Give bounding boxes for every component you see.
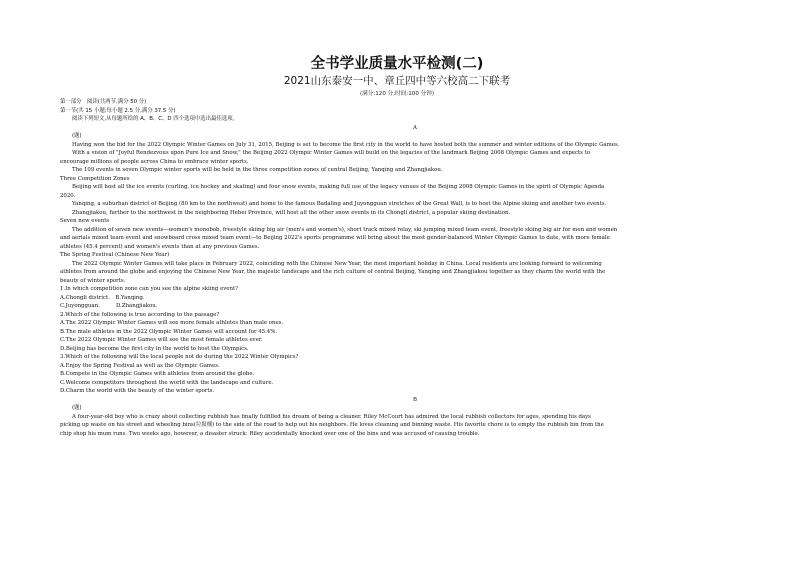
section-sub: 第一节(共 15 小题;每小题 2.5 分,满分 37.5 分)	[60, 107, 176, 114]
passage-a-heading: Seven new events	[60, 218, 110, 224]
passage-a-line: The addition of seven new events—women's monobob, freestyle skiing big air (men's and women's), short track mixed relay, ski jumping mixed team event, freestyle skiing big air for men and women	[72, 226, 618, 233]
question-option: D.Beijing has become the first city in the world to host the Olympics.	[60, 345, 249, 352]
passage-a-heading: Three Competition Zones	[60, 175, 130, 182]
question-option: B.The male athletes in the 2022 Olympic Winter Games will account for 45.4%.	[60, 328, 278, 335]
passage-a-line: athletes (45.4 percent) and women's events than at any previous Games.	[60, 243, 260, 250]
question-option: C.Welcome competitors throughout the world with the landscape and culture.	[60, 379, 274, 386]
passage-a-line: Yanqing, a suburban district of Beijing (80 km to the northwest) and home to the famous Badaling and Juyongguan stretches of the Great Wall, is to host the Alpine skiing and another two events.	[72, 201, 607, 207]
question-option: A.The 2022 Olympic Winter Games will see more female athletes than male ones.	[60, 320, 284, 326]
question-stem: 3.Which of the following will the local people not do during the 2022 Winter Olympics?	[60, 354, 299, 360]
passage-a-line: Having won the bid for the 2022 Olympic Winter Games on July 31, 2015, Beijing is set to become the first city in the world to have hosted both the summer and winter editions of the Olympic Games.	[72, 141, 620, 148]
passage-a-letter: A	[413, 124, 417, 131]
passage-a-line: 2020.	[60, 192, 76, 199]
section-instruction: 阅读下列短文,从每题所给的 A、B、C、D 四个选项中选出最佳选项。	[72, 116, 238, 122]
passage-a-line: The 109 events in seven Olympic winter sports will be held in the three competition zones of central Beijing, Yanqing and Zhangjiakou.	[72, 167, 443, 173]
section-part: 第一部分 阅读(共两节,满分 50 分)	[60, 99, 147, 105]
passage-a-line: encourage millions of people across China to embrace winter sports.	[60, 158, 249, 165]
score-note: (满分:120 分;时间:100 分钟)	[359, 91, 435, 97]
page-title: 全书学业质量水平检测(二)	[310, 56, 484, 72]
passage-a-line: The 2022 Olympic Winter Games will take place in February 2022, coinciding with the Chinese New Year, the most important holiday in China. Local residents are looking forward to welcoming	[72, 260, 602, 267]
question-stem: 2.Which of the following is true according to the passage?	[60, 311, 220, 318]
passage-a-note: (题)	[72, 133, 82, 139]
passage-a-line: athletes from around the globe and enjoying the Chinese New Year, the majestic landscape and the rich culture of central Beijing, Yanqing and Zhangjiakou together as they charm the world with the	[60, 269, 606, 275]
passage-b-line: chip shop his mum runs. Two weeks ago, however, a disaster struck: Riley accidentally knocked over one of the bins and was accused of causing trouble.	[60, 430, 480, 437]
passage-a-line: and aerials mixed team event and snowboard cross mixed team event—to Beijing 2022's sports programme will bring about the most gender-balanced Winter Olympic Games to date, with more female	[60, 235, 610, 241]
question-option: B.Compete in the Olympic Games with athletes from around the globe.	[60, 371, 255, 377]
question-option: C.The 2022 Olympic Winter Games will see the most female athletes ever.	[60, 337, 263, 343]
passage-a-heading: The Spring Festival (Chinese New Year)	[60, 252, 170, 258]
question-option: A.Enjoy the Spring Festival as well as the Olympic Games.	[60, 362, 220, 369]
question-stem: 1.In which competition zone can you see the alpine skiing event?	[60, 286, 239, 292]
passage-b-letter: B	[413, 396, 417, 403]
question-option: A.Chongli district. B.Yanqing.	[60, 294, 145, 301]
passage-b-line: picking up waste on his street and wheeling bins(垃圾桶) to the side of the road to help out his neighbors. He loves cleaning and binning waste. His favorite chore is to empty the rubbish bin from the	[60, 422, 604, 428]
passage-a-line: Beijing will host all the ice events (curling, ice hockey and skating) and four snow events, making full use of the legacy venues of the Beijing 2008 Olympic Games in the spirit of Olympic Agenda	[72, 184, 605, 190]
passage-b-line: A four-year-old boy who is crazy about collecting rubbish has finally fulfilled his dream of being a cleaner. Riley McCourt has admired the local rubbish collectors for ages, spending his days	[72, 413, 591, 420]
passage-a-line: With a vision of "Joyful Rendezvous upon Pure Ice and Snow," the Beijing 2022 Olympic Winter Games will build on the legacies of the landmark Beijing 2008 Olympic Games and expects to	[72, 150, 591, 156]
page-subtitle: 2021山东泰安一中、章丘四中等六校高二下联考	[283, 75, 511, 87]
question-option: C.Juyongguan. D.Zhangjiakou.	[60, 303, 158, 309]
passage-a-line: Zhangjiakou, further to the northwest in the neighboring Hebei Province, will host all the other snow events in its Chongli district, a popular skiing destination.	[72, 209, 511, 216]
question-option: D.Charm the world with the beauty of the winter sports.	[60, 388, 215, 394]
exam-body	[60, 98, 770, 438]
passage-b-note: (题)	[72, 405, 82, 411]
passage-a-line: beauty of winter sports.	[60, 277, 126, 284]
